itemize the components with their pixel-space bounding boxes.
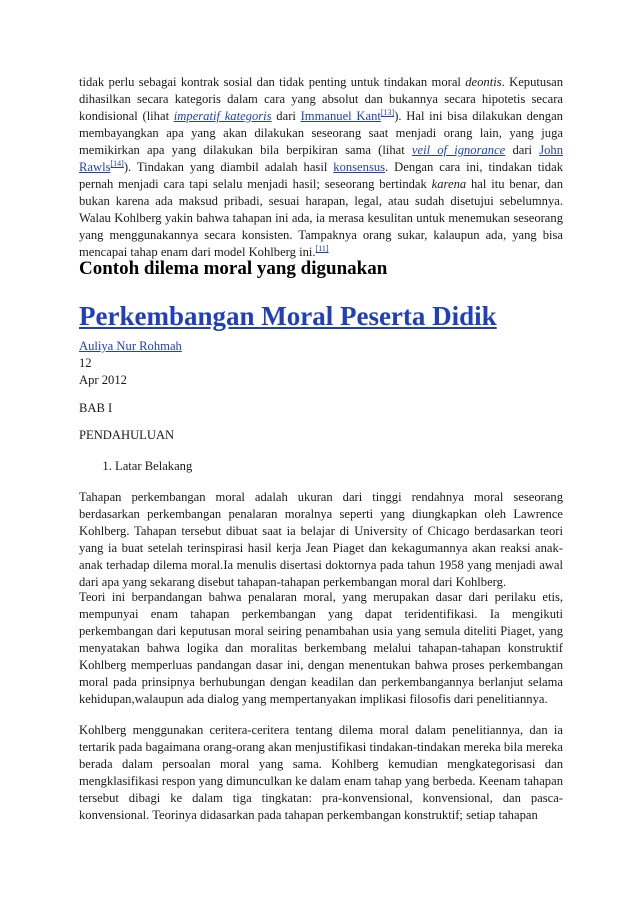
- intro-text-6: ). Tindakan yang diambil adalah hasil: [123, 160, 334, 174]
- link-immanuel-kant[interactable]: Immanuel Kant: [300, 109, 381, 123]
- intro-text-2: . Keputusan dihasilkan secara kategoris dalam cara yang absolut dan bukannya secara hipotetis secara kondisional (lihat: [79, 75, 563, 123]
- intro-italic-deontis: deontis: [465, 75, 502, 89]
- body-paragraph-3: Kohlberg menggunakan ceritera-ceritera tentang dilema moral dalam penelitiannya, dan ia tertarik pada bagaimana orang-orang akan menjustifikasi tindakan-tindakan mereka bila mereka berada dalam persoalan moral yang sama. Kohlberg kemudian mengkategorisasi dan mengklasifikasi respon yang dimunculkan ke dalam enam tahap yang berbeda. Keenam tahapan tersebut dibagi ke dalam tiga tingkatan: pra-konvensional, konvensional, dan pasca-konvensional. Teorinya didasarkan pada tahapan perkembangan konstruktif; setiap tahapan: [79, 723, 563, 822]
- intro-text-3: dari: [271, 109, 301, 123]
- section-heading: Contoh dilema moral yang digunakan: [79, 258, 388, 279]
- post-title-link[interactable]: Perkembangan Moral Peserta Didik: [79, 301, 497, 331]
- intro-text-4: ). Hal ini bisa dilakukan dengan membayangkan apa yang akan dilakukan seseorang saat menjadi orang lain, yang juga memikirkan apa yang dilakukan bila berpikiran sama (lihat: [79, 109, 563, 157]
- intro-text-1: tidak perlu sebagai kontrak sosial dan tidak penting untuk tindakan moral: [79, 75, 466, 89]
- link-john-rawls[interactable]: John Rawls: [79, 143, 563, 174]
- intro-text-7: . Dengan cara ini, tindakan tidak pernah menjadi cara tapi selalu menjadi hasil; seseorang bertindak: [79, 160, 563, 191]
- link-veil-of-ignorance[interactable]: veil of ignorance: [411, 143, 506, 157]
- post-meta: [79, 338, 563, 389]
- body-paragraph-2: Teori ini berpandangan bahwa penalaran moral, yang merupakan dasar dari perilaku etis, mempunyai enam tahapan perkembangan yang dapat teridentifikasi. Ia mengikuti perkembangan dari keputusan moral seiring penambahan usia yang semula diteliti Piaget, yang menyatakan bahwa logika dan moralitas berkembang melalui tahapan-tahapan konstruktif Kohlberg memperluas pandangan dasar ini, dengan menentukan bahwa proses perkembangan moral pada prinsipnya berhubungan dengan keadilan dan perkembangannya berlanjut selama kehidupan,walaupun ada dialog yang mempertanyakan implikasi filosofis dari penelitiannya.: [79, 590, 563, 706]
- post-day: 12: [79, 356, 92, 370]
- pendahuluan-label: PENDAHULUAN: [79, 428, 175, 442]
- list-item: 1. Latar Belakang: [115, 458, 599, 475]
- bab-label: BAB I: [79, 401, 113, 415]
- body-paragraph-1: Tahapan perkembangan moral adalah ukuran dari tinggi rendahnya moral seseorang berdasarkan perkembangan penalaran moralnya seperti yang diungkapkan oleh Lawrence Kohlberg. Tahapan tersebut dibuat saat ia belajar di University of Chicago berdasarkan teori yang ia buat setelah terinspirasi hasil kerja Jean Piaget dan kekagumannya akan reaksi anak-anak terhadap dilema moral.Ia menulis disertasi doktornya pada tahun 1958 yang menjadi awal dari apa yang sekarang disebut tahapan-tahapan perkembangan moral dari Kohlberg.: [79, 490, 563, 589]
- intro-text-8: hal itu benar, dan bukan karena ada maksud pribadi, sesuai harapan, legal, atau sudah disetujui sebelumnya. Walau Kohlberg yakin bahwa tahapan ini ada, ia merasa kesulitan untuk menemukan seseorang yang menggunakannya secara konsisten. Tampaknya orang sukar, kalaupun ada, yang bisa mencapai tahap enam dari model Kohlberg ini.: [79, 177, 563, 259]
- link-konsensus[interactable]: konsensus: [333, 160, 386, 174]
- chapter-list: [79, 458, 599, 475]
- ref-13-link[interactable]: [13]: [380, 107, 395, 117]
- author-link[interactable]: Auliya Nur Rohmah: [79, 339, 182, 353]
- link-imperatif-kategoris[interactable]: imperatif kategoris: [173, 109, 272, 123]
- ref-11-link[interactable]: [11]: [315, 243, 329, 253]
- post-month-year: Apr 2012: [79, 373, 127, 387]
- intro-paragraph: [79, 74, 563, 261]
- intro-text-5: dari: [505, 143, 540, 157]
- ref-14-link[interactable]: [14]: [110, 158, 124, 168]
- intro-italic-karena: karena: [431, 177, 467, 191]
